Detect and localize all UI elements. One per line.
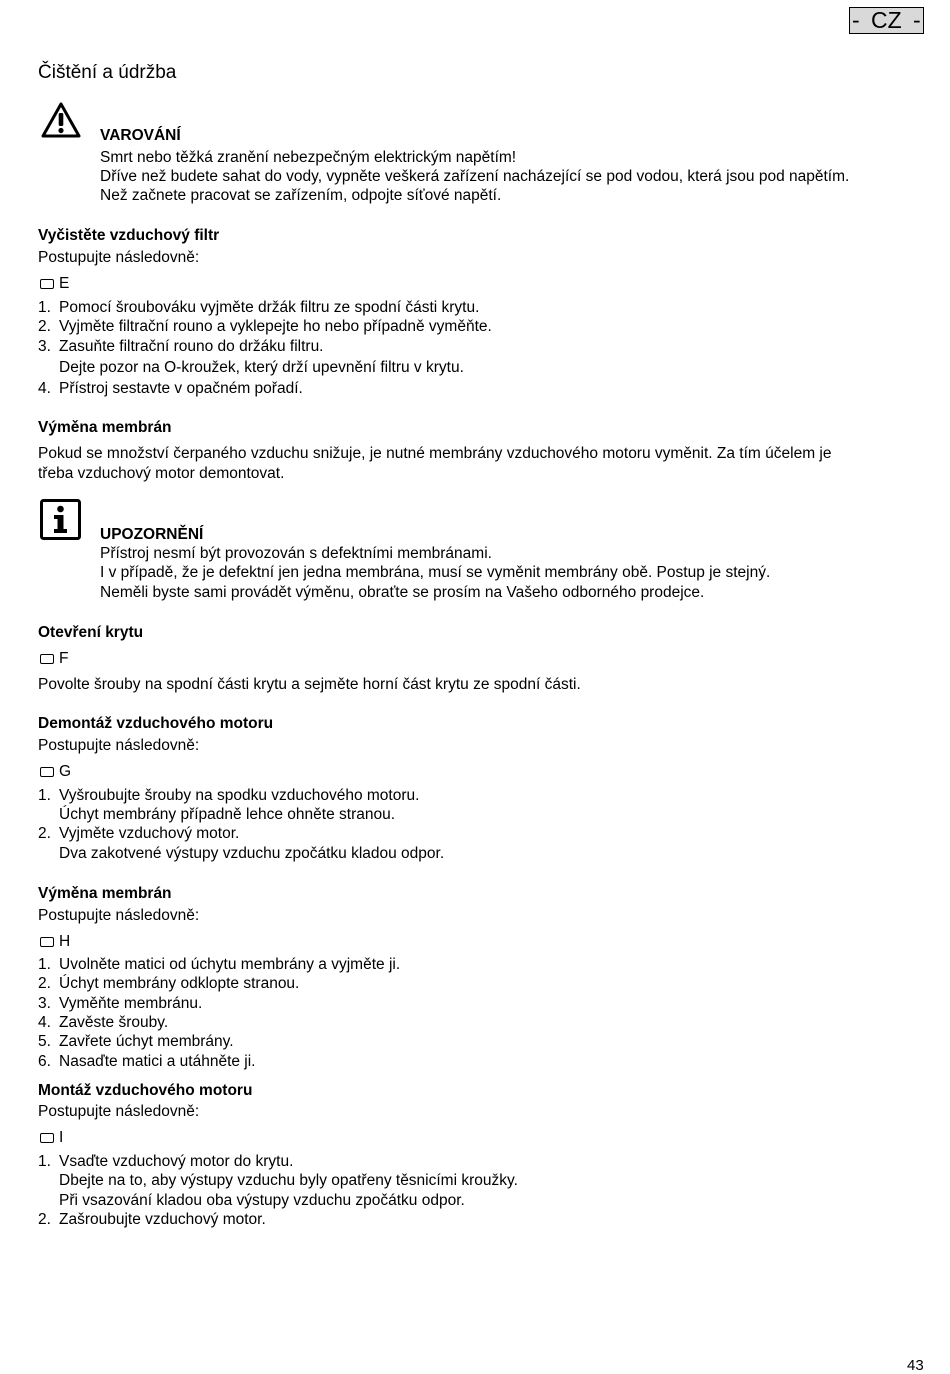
- list-item: [38, 358, 464, 377]
- notice-line: I v případě, že je defektní jen jedna membrána, musí se vyměnit membrány obě. Postup je stejný.: [100, 564, 771, 581]
- list-item: [38, 1152, 293, 1171]
- list-item: [38, 1210, 266, 1229]
- language-tag-dash-left: -: [852, 7, 860, 33]
- list-text: Dva zakotvené výstupy vzduchu zpočátku kladou odpor.: [59, 845, 445, 862]
- list-item: [38, 317, 492, 336]
- section-intro: Postupujte následovně:: [38, 249, 200, 266]
- figure-box-icon: [40, 937, 54, 947]
- list-item: [38, 1032, 234, 1051]
- list-text: Vsaďte vzduchový motor do krytu.: [59, 1153, 294, 1170]
- figure-reference: [40, 932, 70, 951]
- figure-reference: [40, 649, 68, 668]
- list-number: 4.: [38, 1014, 51, 1031]
- figure-label: I: [59, 1129, 64, 1146]
- notice-heading: UPOZORNĚNÍ: [100, 526, 204, 543]
- notice-line: Přístroj nesmí být provozován s defektními membránami.: [100, 545, 492, 562]
- figure-label: F: [59, 650, 69, 667]
- section-heading: Demontáž vzduchového motoru: [38, 715, 274, 732]
- list-item: [38, 298, 479, 317]
- section-intro: Postupujte následovně:: [38, 737, 200, 754]
- list-number: 2.: [38, 975, 51, 992]
- list-item: [38, 379, 303, 398]
- language-tag-dash-right: -: [913, 7, 921, 33]
- list-text: Vyjměte filtrační rouno a vyklepejte ho nebo případně vyměňte.: [59, 318, 492, 335]
- list-number: 1.: [38, 956, 51, 973]
- section-heading: Výměna membrán: [38, 419, 172, 436]
- page-number: 43: [907, 1357, 924, 1374]
- figure-label: H: [59, 933, 71, 950]
- list-text: Vyjměte vzduchový motor.: [59, 825, 240, 842]
- list-item: [38, 1013, 168, 1032]
- list-text: Zašroubujte vzduchový motor.: [59, 1211, 266, 1228]
- figure-label: G: [59, 763, 72, 780]
- list-item: [38, 974, 299, 993]
- list-item: [38, 337, 324, 356]
- warning-line: Smrt nebo těžká zranění nebezpečným elektrickým napětím!: [100, 149, 517, 166]
- list-text: Při vsazování kladou oba výstupy vzduchu zpočátku odpor.: [59, 1192, 465, 1209]
- list-number: 3.: [38, 338, 51, 355]
- list-text: Dbejte na to, aby výstupy vzduchu byly opatřeny těsnicími kroužky.: [59, 1172, 518, 1189]
- page-title: Čištění a údržba: [38, 62, 177, 83]
- list-item: [38, 1171, 518, 1190]
- list-text: Zasuňte filtrační rouno do držáku filtru.: [59, 338, 324, 355]
- figure-box-icon: [40, 1133, 54, 1143]
- paragraph-line: třeba vzduchový motor demontovat.: [38, 465, 285, 482]
- list-number: 5.: [38, 1033, 51, 1050]
- section-intro: Postupujte následovně:: [38, 907, 200, 924]
- list-text: Pomocí šroubováku vyjměte držák filtru ze spodní části krytu.: [59, 299, 480, 316]
- list-number: 6.: [38, 1053, 51, 1070]
- list-item: [38, 994, 202, 1013]
- list-number: 2.: [38, 825, 51, 842]
- list-number: 1.: [38, 787, 51, 804]
- figure-box-icon: [40, 654, 54, 664]
- list-text: Úchyt membrány případně lehce ohněte stranou.: [59, 806, 396, 823]
- section-heading: Vyčistěte vzduchový filtr: [38, 227, 220, 244]
- list-text: Zavěste šrouby.: [59, 1014, 169, 1031]
- warning-line: Dříve než budete sahat do vody, vypněte veškerá zařízení nacházející se pod vodou, která jsou pod napětím.: [100, 168, 850, 185]
- notice-line: Neměli byste sami provádět výměnu, obraťte se prosím na Vašeho odborného prodejce.: [100, 584, 705, 601]
- list-text: Přístroj sestavte v opačném pořadí.: [59, 380, 303, 397]
- list-number: 2.: [38, 1211, 51, 1228]
- list-item: [38, 844, 444, 863]
- warning-line: Než začnete pracovat se zařízením, odpojte síťové napětí.: [100, 187, 502, 204]
- list-text: Úchyt membrány odklopte stranou.: [59, 975, 300, 992]
- warning-triangle-icon: [40, 101, 82, 139]
- list-number: 2.: [38, 318, 51, 335]
- section-heading: Výměna membrán: [38, 885, 172, 902]
- warning-heading: VAROVÁNÍ: [100, 127, 181, 144]
- figure-box-icon: [40, 767, 54, 777]
- paragraph-line: Povolte šrouby na spodní části krytu a sejměte horní část krytu ze spodní části.: [38, 676, 581, 693]
- list-text: Zavřete úchyt membrány.: [59, 1033, 234, 1050]
- figure-label: E: [59, 275, 70, 292]
- figure-reference: [40, 274, 69, 293]
- paragraph-line: Pokud se množství čerpaného vzduchu snižuje, je nutné membrány vzduchového motoru vyměnit. Za tím účelem je: [38, 445, 832, 462]
- list-text: Vyměňte membránu.: [59, 995, 203, 1012]
- list-number: 1.: [38, 1153, 51, 1170]
- language-tag-code: CZ: [871, 7, 902, 33]
- list-text: Vyšroubujte šrouby na spodku vzduchového motoru.: [59, 787, 420, 804]
- list-number: 3.: [38, 995, 51, 1012]
- list-number: 4.: [38, 380, 51, 397]
- list-text: Nasaďte matici a utáhněte ji.: [59, 1053, 256, 1070]
- section-intro: Postupujte následovně:: [38, 1103, 200, 1120]
- list-number: 1.: [38, 299, 51, 316]
- list-item: [38, 786, 419, 805]
- list-item: [38, 955, 400, 974]
- list-text: Dejte pozor na O-kroužek, který drží upevnění filtru v krytu.: [59, 359, 464, 376]
- figure-reference: [40, 762, 71, 781]
- info-icon: [40, 499, 81, 540]
- figure-box-icon: [40, 279, 54, 289]
- section-heading: Montáž vzduchového motoru: [38, 1082, 253, 1099]
- list-item: [38, 805, 395, 824]
- section-heading: Otevření krytu: [38, 624, 144, 641]
- list-item: [38, 824, 239, 843]
- language-tag: [849, 7, 924, 34]
- figure-reference: [40, 1128, 63, 1147]
- list-item: [38, 1052, 256, 1071]
- list-item: [38, 1191, 465, 1210]
- list-text: Uvolněte matici od úchytu membrány a vyjměte ji.: [59, 956, 401, 973]
